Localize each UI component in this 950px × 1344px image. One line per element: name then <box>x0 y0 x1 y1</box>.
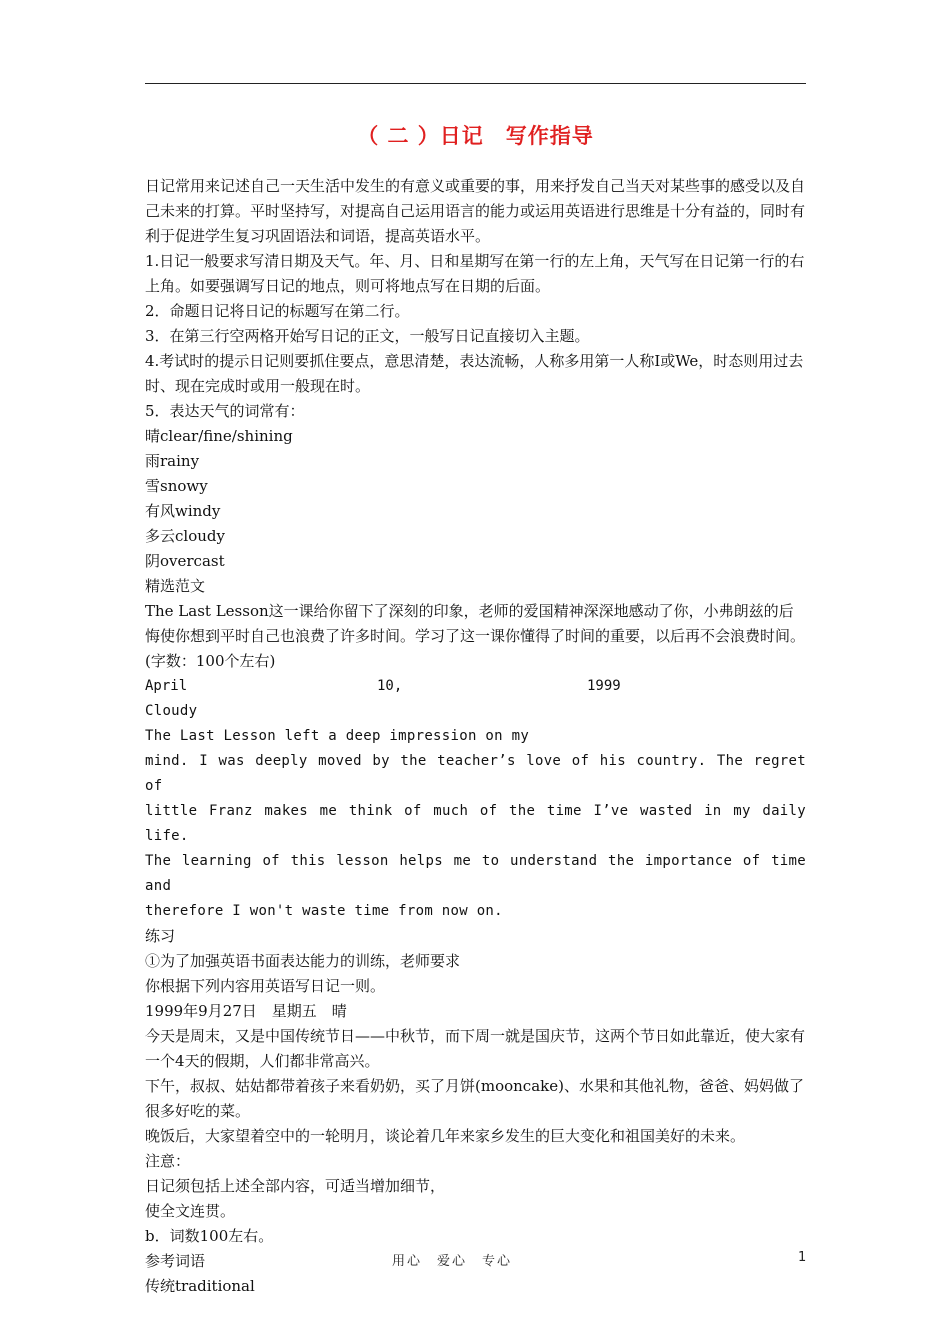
diary-date-day: 10, <box>377 678 403 694</box>
intro-paragraph: 日记常用来记述自己一天生活中发生的有意义或重要的事，用来抒发自己当天对某些事的感受以及自己未来的打算。平时坚持写，对提高自己运用语言的能力或运用英语进行思维是十分有益的，同时有利于促进学生复习巩固语法和词语，提高英语水平。 <box>145 177 806 245</box>
diary-weather: Cloudy <box>145 703 198 719</box>
weather-word: 晴clear/fine/shining <box>145 427 293 445</box>
diary-date-month: April <box>145 678 188 694</box>
rule-2: 2．命题日记将日记的标题写在第二行。 <box>145 302 410 320</box>
diary-line: The Last Lesson left a deep impression on my <box>145 728 530 744</box>
rule-1: 1.日记一般要求写清日期及天气。年、月、日和星期写在第一行的左上角，天气写在日记第一行的右上角。如要强调写日记的地点，则可将地点写在日期的后面。 <box>145 252 805 295</box>
rule-4: 4.考试时的提示日记则要抓住要点，意思清楚，表达流畅，人称多用第一人称I或We，时态则用过去时、现在完成时或用一般现在时。 <box>145 352 804 395</box>
exercise-line: 晚饭后，大家望着空中的一轮明月，谈论着几年来家乡发生的巨大变化和祖国美好的未来。 <box>145 1127 746 1145</box>
exercise-line: 下午，叔叔、姑姑都带着孩子来看奶奶，买了月饼(mooncake)、水果和其他礼物，爸爸、妈妈做了很多好吃的菜。 <box>145 1077 804 1120</box>
exercise-line: 使全文连贯。 <box>145 1202 236 1220</box>
rule-5: 5．表达天气的词常有： <box>145 402 305 420</box>
sample-prompt: The Last Lesson这一课给你留下了深刻的印象，老师的爱国精神深深地感动了你，小弗朗兹的后悔使你想到平时自己也浪费了许多时间。学习了这一课你懂得了时间的重要，以后再不会浪费时间。(字数：100个左右) <box>145 602 806 670</box>
diary-line: mind. I was deeply moved by the teacher’s love of his country. The regret of <box>145 753 815 794</box>
weather-word: 阴overcast <box>145 552 225 570</box>
weather-word: 多云cloudy <box>145 527 225 545</box>
sample-heading: 精选范文 <box>145 577 206 595</box>
header-rule <box>145 83 806 84</box>
exercise-line: ①为了加强英语书面表达能力的训练，老师要求 <box>145 952 461 970</box>
diary-line: therefore I won't waste time from now on. <box>145 903 503 919</box>
rule-3: 3．在第三行空两格开始写日记的正文，一般写日记直接切入主题。 <box>145 327 590 345</box>
weather-word: 有风windy <box>145 502 221 520</box>
weather-word: 雪snowy <box>145 477 208 495</box>
diary-date-year: 1999 <box>587 678 621 694</box>
footer-motto: 用心 爱心 专心 <box>392 1254 513 1269</box>
exercise-line: 参考词语 <box>145 1252 206 1270</box>
page-number: 1 <box>798 1250 807 1265</box>
exercise-line: 注意： <box>145 1152 191 1170</box>
exercise-line: 1999年9月27日 星期五 晴 <box>145 1002 347 1020</box>
document-body <box>145 174 815 1299</box>
page-title: （ 二 ）日记 写作指导 <box>357 124 594 148</box>
weather-word: 雨rainy <box>145 452 200 470</box>
exercise-heading: 练习 <box>145 927 176 945</box>
exercise-line: 你根据下列内容用英语写日记一则。 <box>145 977 386 995</box>
diary-line: The learning of this lesson helps me to understand the importance of time and <box>145 853 815 894</box>
diary-line: little Franz makes me think of much of the time I’ve wasted in my daily life. <box>145 803 815 844</box>
exercise-line: 日记须包括上述全部内容，可适当增加细节， <box>145 1177 446 1195</box>
exercise-line: 今天是周末，又是中国传统节日——中秋节，而下周一就是国庆节，这两个节日如此靠近，使大家有一个4天的假期，人们都非常高兴。 <box>145 1027 806 1070</box>
diary-date <box>145 674 806 699</box>
exercise-line: b．词数100左右。 <box>145 1227 274 1245</box>
exercise-line: 传统traditional <box>145 1277 255 1295</box>
